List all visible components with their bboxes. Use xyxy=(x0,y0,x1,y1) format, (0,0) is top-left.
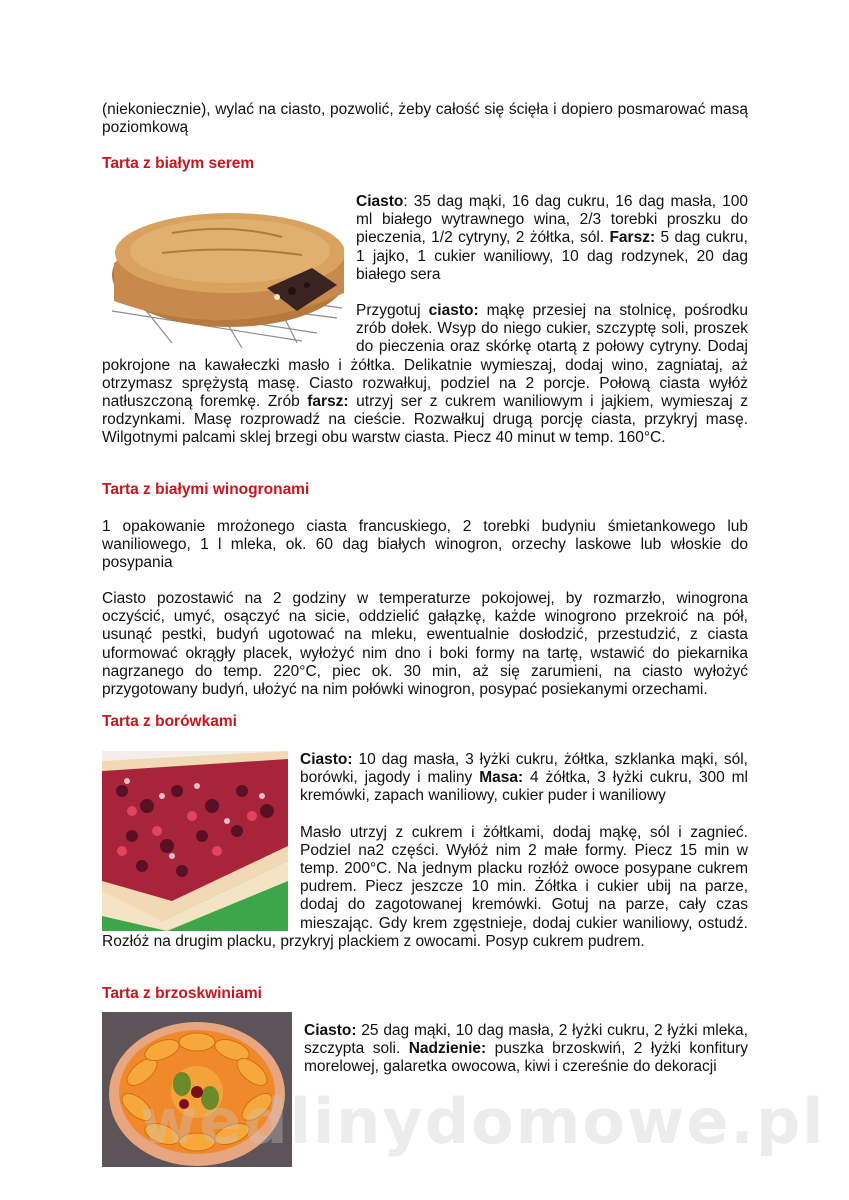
farsz-label: Farsz: xyxy=(609,229,656,247)
recipe-body-bialy-ser xyxy=(102,193,748,448)
preparation-paragraph-winogrona: Ciasto pozostawić na 2 godziny w temperaturze pokojowej, by rozmarzło, winogrona oczyścić, umyć, osączyć na sicie, oddzielić gałązkę, każde winogrono przekroić na pół, usunąć pestki, budyń ugotować na mleku, ewentualnie dosłodzić, przestudzić, z ciasta uformować okrągły placek, wyłożyć nim dno i boki formy na tartę, wstawić do piekarnika nagrzanego do temp. 220°C, piec ok. 30 min, aż się zarumieni, na ciasto wyłożyć przygotowany budyń, ułożyć na nim połówki winogron, posypać posiekanymi orzechami. xyxy=(102,590,748,699)
recipe-body-brzoskwinie xyxy=(102,1022,748,1167)
recipe-title-biały-ser: Tarta z białym serem xyxy=(102,155,255,172)
recipe-body-borowki xyxy=(102,751,748,951)
prep-bold-farsz: farsz: xyxy=(307,393,349,411)
watermark: wedlinydomowe.pl xyxy=(140,1085,826,1158)
prep-bold-ciasto: ciasto: xyxy=(428,302,479,320)
ciasto-ingredients: : 35 dag mąki, 16 dag cukru, 16 dag masła, 100 ml białego wytrawnego wina, 2/3 torebki proszku do pieczenia, 1/2 cytryny, 2 żółtka, sól. xyxy=(356,193,748,247)
recipe-title-brzoskwinie: Tarta z brzoskwiniami xyxy=(102,985,262,1002)
preparation-paragraph-borowki: Masło utrzyj z cukrem i żółtkami, dodaj mąkę, sól i zagnieć. Podziel na2 części. Wyłóż nim 2 małe formy. Piecz 15 min w temp. 200°C. Na jednym placku rozłóż owoce posypane cukrem pudrem. Piecz jeszcze 10 min. Żółtka i cukier ubij na parze, dodaj do zagotowanej kremówki. Gotuj na parze, cały czas mieszając. Gdy krem zgęstnieje, dodaj cukier waniliowy, ostudź. Rozłóż na drugim placku, przykryj plackiem z owocami. Posyp cukrem pudrem. xyxy=(102,823,748,950)
ingredients-paragraph-winogrona: 1 opakowanie mrożonego ciasta francuskiego, 2 torebki budyniu śmietankowego lub waniliowego, 1 l mleka, ok. 60 dag białych winogron, orzechy laskowe lub włoskie do posypania xyxy=(102,518,748,572)
ciasto-ingredients-borowki: 10 dag masła, 3 łyżki cukru, żółtka, szklanka mąki, sól, borówki, jagody i maliny xyxy=(300,751,748,787)
recipe-title-borowki: Tarta z borówkami xyxy=(102,713,237,730)
nadzienie-label: Nadzienie: xyxy=(408,1040,487,1058)
farsz-ingredients: 5 dag cukru, 1 jajko, 1 cukier waniliowy, 10 dag rodzynek, 20 dag białego sera xyxy=(356,229,748,283)
prep-text-3: utrzyj ser z cukrem waniliowym i jajkiem, wymieszaj z rodzynkami. Masę rozprowadź na cieście. Rozwałkuj drugą porcję ciasta, przykryj masę. Wilgotnymi palcami sklej brzegi obu warstw ciasta. Piecz 40 minut w temp. 160°C. xyxy=(102,393,749,447)
prep-text-1: Przygotuj xyxy=(356,302,429,320)
recipe-title-winogrona: Tarta z białymi winogronami xyxy=(102,481,310,498)
masa-ingredients: 4 żółtka, 3 łyżki cukru, 300 ml kremówki, zapach waniliowy, cukier puder i waniliowy xyxy=(300,769,748,805)
prep-text-2: mąkę przesiej na stolnicę, pośrodku zrób dołek. Wsyp do niego cukier, szczyptę soli, proszek do pieczenia oraz skórkę otartą z połowy cytryny. Dodaj pokrojone na kawałeczki masło i żółtka. Delikatnie wymieszaj, dodaj wino, zagniataj, aż otrzymasz sprężystą masę. Ciasto rozwałkuj, podziel na 2 porcje. Połową ciasta wyłóż natłuszczoną foremkę. Zrób xyxy=(102,302,748,411)
peach-tart-photo xyxy=(102,1012,292,1167)
nadzienie-ingredients: puszka brzoskwiń, 2 łyżki konfitury morelowej, galaretka owocowa, kiwi i czereśnie do dekoracji xyxy=(304,1040,748,1076)
masa-label: Masa: xyxy=(479,769,524,787)
ciasto-label-borowki: Ciasto: xyxy=(300,751,353,768)
cheese-tart-photo xyxy=(102,193,344,351)
ciasto-label: Ciasto xyxy=(356,193,404,210)
intro-paragraph: (niekoniecznie), wylać na ciasto, pozwolić, żeby całość się ścięła i dopiero posmarować masą poziomkową xyxy=(102,101,748,137)
ciasto-ingredients-brzoskwinie: 25 dag mąki, 10 dag masła, 2 łyżki cukru, 2 łyżki mleka, szczypta soli. xyxy=(304,1022,748,1058)
blueberry-tart-photo xyxy=(102,751,288,931)
ciasto-label-brzoskwinie: Ciasto: xyxy=(304,1022,357,1039)
